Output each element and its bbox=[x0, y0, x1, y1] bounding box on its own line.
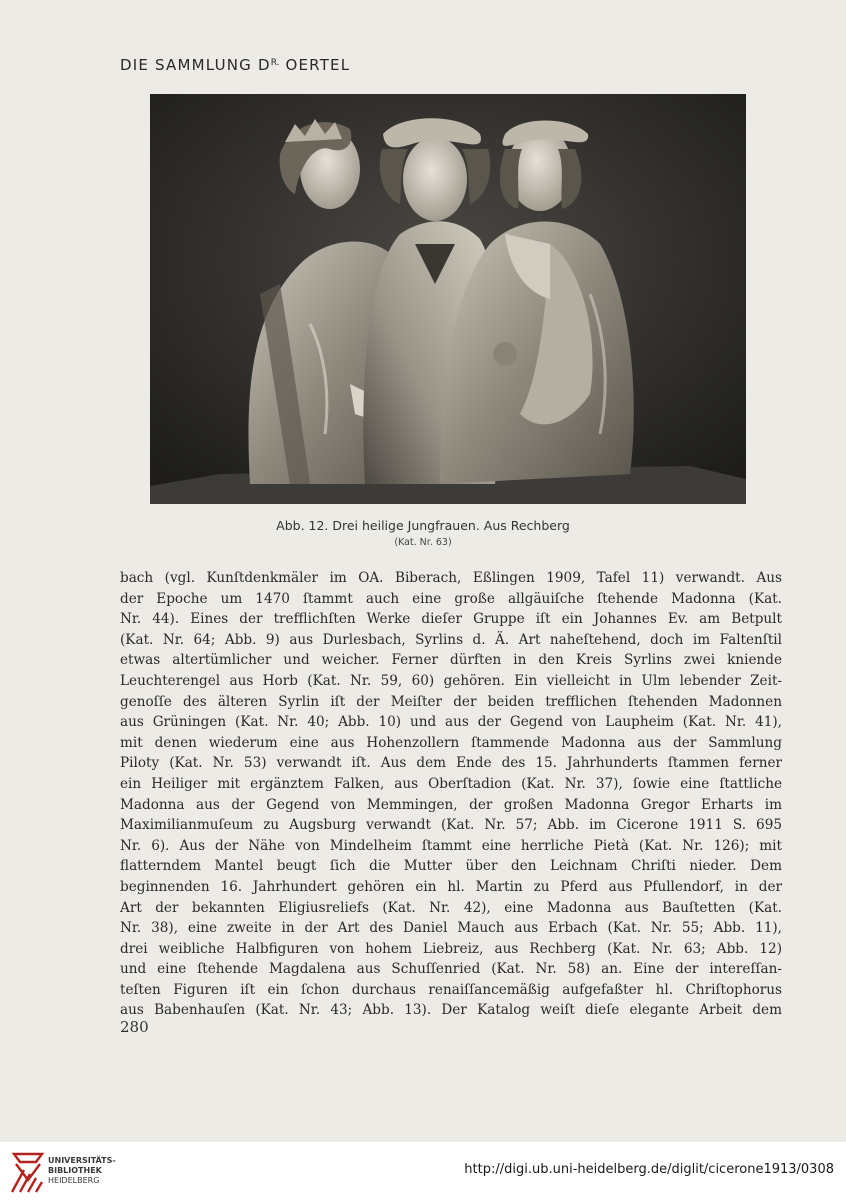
figure-photograph bbox=[150, 94, 746, 504]
body-text-line: aus Babenhauſen (Kat. Nr. 43; Abb. 13). Der Katalog weiſt dieſe elegante Arbeit dem bbox=[120, 1002, 782, 1019]
sculpture-photo-illustration bbox=[150, 94, 746, 504]
body-text-line: Maximilianmuſeum zu Augsburg verwandt (Kat. Nr. 57; Abb. im Cicerone 1911 S. 695 bbox=[120, 817, 782, 834]
running-head-superscript: R. bbox=[270, 58, 280, 68]
body-text-line: Nr. 44). Eines der trefflichſten Werke dieſer Gruppe iſt ein Johannes Ev. am Betpult bbox=[120, 611, 782, 628]
running-head-text: DIE SAMMLUNG D bbox=[120, 56, 271, 74]
digital-library-footer bbox=[0, 1142, 846, 1202]
caption-text: Abb. 12. Drei heilige Jungfrauen. Aus Rechberg bbox=[276, 518, 570, 533]
body-text-line: Madonna aus der Gegend von Memmingen, der großen Madonna Gregor Erharts im bbox=[120, 796, 782, 813]
body-text-line: und eine ſtehende Magdalena aus Schuſſenried (Kat. Nr. 58) an. Eine der intereſſan- bbox=[120, 961, 782, 978]
body-text bbox=[120, 568, 782, 1021]
body-text-line: etwas altertümlicher und weicher. Ferner dürften in den Kreis Syrlins zwei kniende bbox=[120, 652, 782, 669]
body-text-line: beginnenden 16. Jahrhundert gehören ein hl. Martin zu Pferd aus Pfullendorf, in der bbox=[120, 878, 782, 895]
body-text-line: genoſſe des älteren Syrlin iſt der Meiſter der beiden trefflichen ſtehenden Madonnen bbox=[120, 693, 782, 710]
figure-caption bbox=[0, 518, 846, 548]
library-name-line1: UNIVERSITÄTS- bbox=[48, 1156, 116, 1165]
running-head bbox=[120, 56, 350, 74]
body-text-line: drei weibliche Halbfiguren von hohem Liebreiz, aus Rechberg (Kat. Nr. 63; Abb. 12) bbox=[120, 940, 782, 957]
running-head-text-end: OERTEL bbox=[279, 56, 351, 74]
page-number: 280 bbox=[120, 1018, 149, 1036]
body-text-line: Nr. 6). Aus der Nähe von Mindelheim ſtammt eine herrliche Pietà (Kat. Nr. 126); mit bbox=[120, 837, 782, 854]
body-text-line: teſten Figuren iſt ein ſchon durchaus renaiſſancemäßig aufgefaßter hl. Chriſtophorus bbox=[120, 981, 782, 998]
body-text-line: Piloty (Kat. Nr. 53) verwandt iſt. Aus dem Ende des 15. Jahrhunderts ſtammen ferner bbox=[120, 755, 782, 772]
library-name bbox=[48, 1156, 116, 1186]
body-text-line: mit denen wiederum eine aus Hohenzollern ſtammende Madonna aus der Sammlung bbox=[120, 734, 782, 751]
body-text-line: (Kat. Nr. 64; Abb. 9) aus Durlesbach, Syrlins d. Ä. Art naheſtehend, doch im Faltenſtil bbox=[120, 631, 782, 648]
body-text-line: Art der bekannten Eligiusreliefs (Kat. Nr. 42), eine Madonna aus Bauſtetten (Kat. bbox=[120, 899, 782, 916]
permalink-url[interactable]: http://digi.ub.uni-heidelberg.de/diglit/cicerone1913/0308 bbox=[464, 1162, 834, 1177]
body-text-line: flatterndem Mantel beugt ſich die Mutter über den Leichnam Chriſti nieder. Dem bbox=[120, 858, 782, 875]
body-text-line: ein Heiliger mit ergänztem Falken, aus Oberſtadion (Kat. Nr. 37), ſowie eine ſtattliche bbox=[120, 775, 782, 792]
body-text-line: aus Grüningen (Kat. Nr. 40; Abb. 10) und aus der Gegend von Laupheim (Kat. Nr. 41), bbox=[120, 714, 782, 731]
library-name-line2: BIBLIOTHEK bbox=[48, 1166, 102, 1175]
caption-catalog-ref: (Kat. Nr. 63) bbox=[394, 537, 452, 548]
body-text-line: Leuchterengel aus Horb (Kat. Nr. 59, 60) gehören. Ein vielleicht in Ulm lebender Zeit- bbox=[120, 672, 782, 689]
library-name-line3: HEIDELBERG bbox=[48, 1176, 100, 1185]
library-logo-icon[interactable] bbox=[8, 1150, 48, 1196]
body-text-line: Nr. 38), eine zweite in der Art des Daniel Mauch aus Erbach (Kat. Nr. 55; Abb. 11), bbox=[120, 920, 782, 937]
body-text-line: bach (vgl. Kunſtdenkmäler im OA. Biberach, Eßlingen 1909, Tafel 11) verwandt. Aus bbox=[120, 570, 782, 586]
body-text-line: der Epoche um 1470 ſtammt auch eine große allgäuiſche ſtehende Madonna (Kat. bbox=[120, 590, 782, 607]
